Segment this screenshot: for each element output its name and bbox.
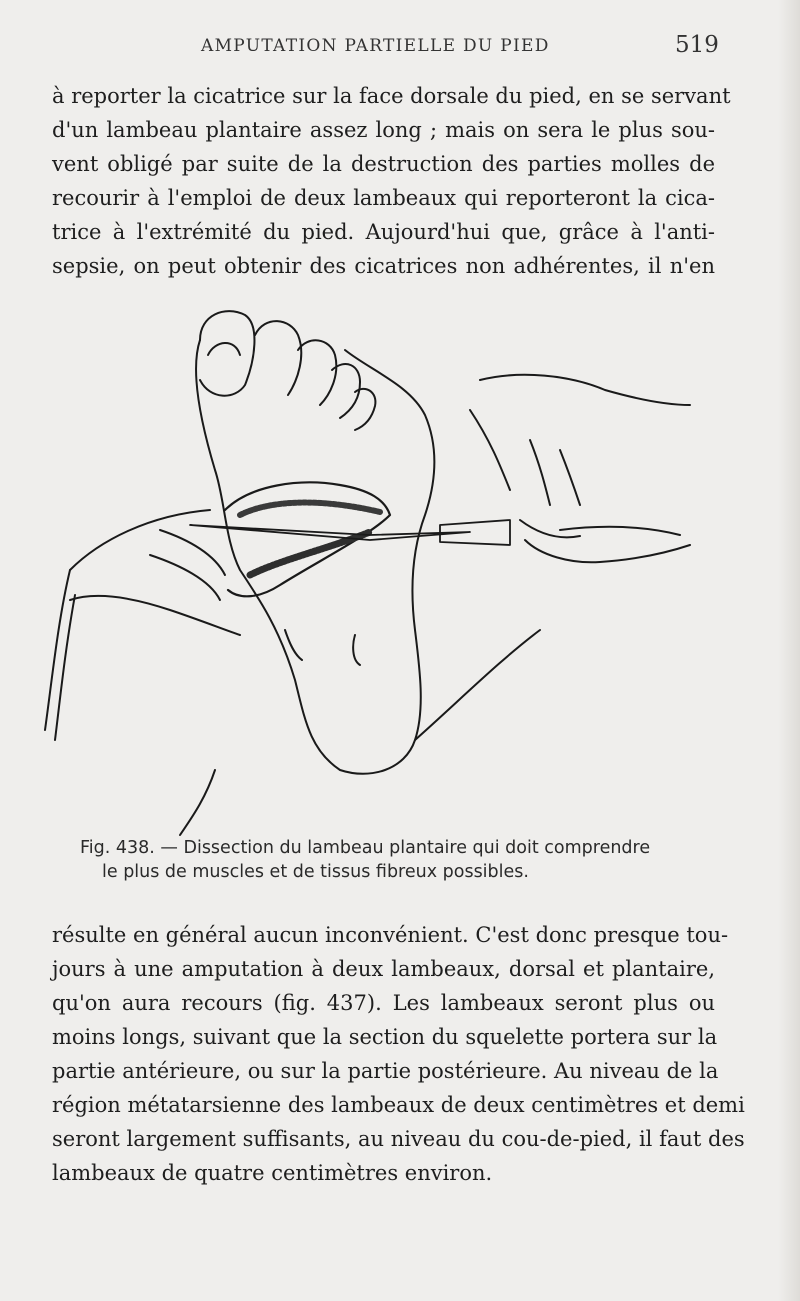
left-hand-outline <box>70 510 240 635</box>
left-hand-fingers <box>150 530 225 600</box>
figure-caption <box>80 836 720 884</box>
paragraph-bottom <box>52 918 745 1190</box>
text-line: trice à l'extrémité du pied. Aujourd'hui que, grâce à l'anti- <box>52 220 715 244</box>
right-hand-outline <box>480 375 690 562</box>
third-toe <box>298 340 336 405</box>
text-line: région métatarsienne des lambeaux de deux centimètres et demi <box>52 1093 745 1117</box>
figure-438-illustration <box>40 300 720 840</box>
left-arm <box>45 570 75 740</box>
text-line: jours à une amputation à deux lambeaux, dorsal et plantaire, <box>52 957 715 981</box>
text-line: moins longs, suivant que la section du squelette portera sur la <box>52 1025 718 1049</box>
text-line: d'un lambeau plantaire assez long ; mais on sera le plus sou- <box>52 118 715 142</box>
page-edge-shadow <box>778 0 800 1301</box>
text-line: qu'on aura recours (fig. 437). Les lambeaux seront plus ou <box>52 991 715 1015</box>
second-toe <box>255 321 301 395</box>
right-hand-fingers <box>470 410 580 537</box>
ankle-mark <box>353 635 360 665</box>
scalpel-blade <box>190 525 470 540</box>
caption-line-1: Fig. 438. — Dissection du lambeau plantaire qui doit comprendre <box>80 838 651 858</box>
running-head <box>0 32 800 62</box>
toe-nail <box>208 343 240 355</box>
text-line: à reporter la cicatrice sur la face dorsale du pied, en se servant <box>52 84 731 108</box>
page-number: 519 <box>675 32 719 58</box>
text-line: partie antérieure, ou sur la partie postérieure. Au niveau de la <box>52 1059 719 1083</box>
leg-line-right <box>415 630 540 740</box>
foot-sole-outline <box>196 340 434 774</box>
text-line: vent obligé par suite de la destruction des parties molles de <box>52 152 715 176</box>
flap-dissected-tissue <box>240 503 380 515</box>
text-line: sepsie, on peut obtenir des cicatrices non adhérentes, il n'en <box>52 254 715 278</box>
right-hand-thumb <box>560 527 680 535</box>
leg-line-left <box>180 770 215 835</box>
running-title: AMPUTATION PARTIELLE DU PIED <box>201 36 550 56</box>
caption-line-2: le plus de muscles et de tissus fibreux possibles. <box>102 862 529 882</box>
text-line: seront largement suffisants, au niveau du cou-de-pied, il faut des <box>52 1127 745 1151</box>
text-line: lambeaux de quatre centimètres environ. <box>52 1161 493 1185</box>
paragraph-top <box>52 79 731 283</box>
text-line: recourir à l'emploi de deux lambeaux qui reporteront la cica- <box>52 186 715 210</box>
text-line: résulte en général aucun inconvénient. C'est donc presque tou- <box>52 923 729 947</box>
